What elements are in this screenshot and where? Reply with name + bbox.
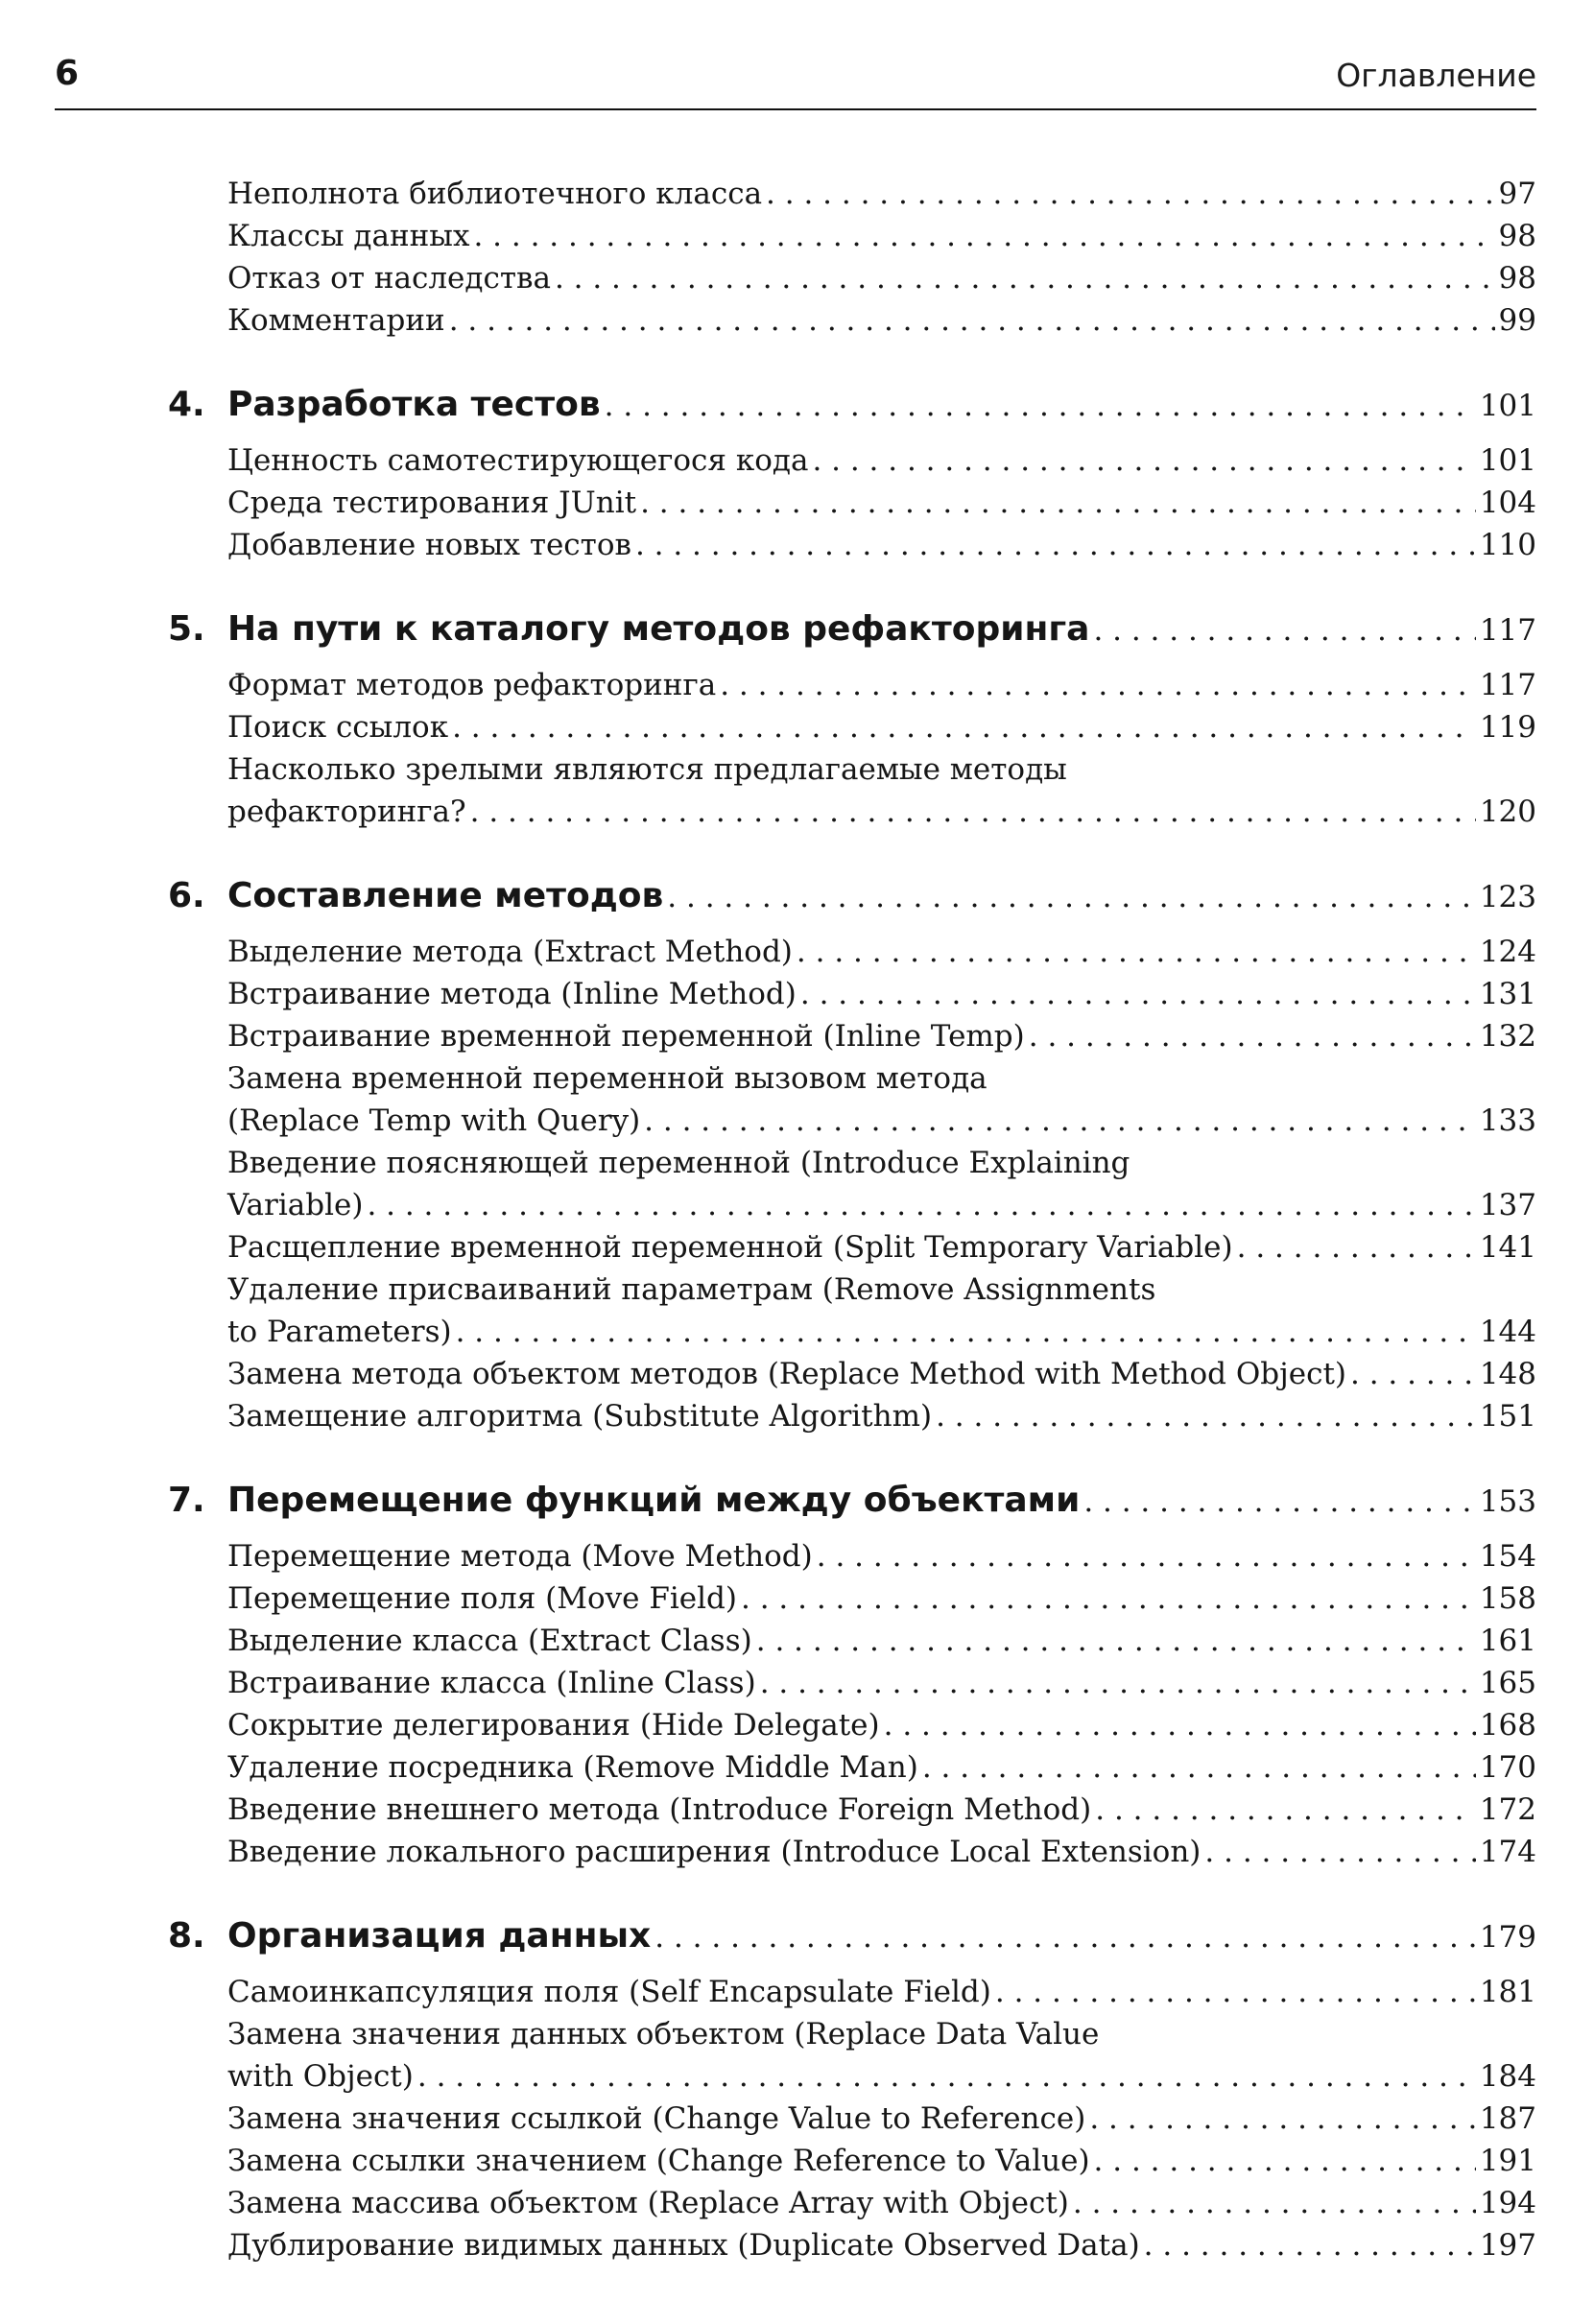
toc-entry-title: Введение локального расширения (Introduce Local Extension) [227, 1835, 1201, 1869]
toc-entry-page: 119 [1479, 710, 1536, 745]
toc-entry-title-first-line[interactable]: Удаление присваиваний параметрам (Remove Assignments [227, 1272, 1156, 1307]
toc-entry-title: рефакторинга? [227, 794, 466, 829]
toc-entry-page: 158 [1479, 1581, 1536, 1616]
chapter-heading-5[interactable] [168, 608, 1536, 651]
toc-entry[interactable] [227, 1662, 1536, 1704]
toc-entry-title: Классы данных [227, 219, 470, 253]
dot-leader [880, 1704, 1476, 1746]
toc-entry-page: 191 [1479, 2144, 1536, 2178]
toc-entry[interactable] [227, 1704, 1536, 1746]
toc-entry-title-first-line[interactable]: Замена значения данных объектом (Replace Data Value [227, 2017, 1100, 2051]
toc-entry-title: with Object) [227, 2059, 414, 2094]
dot-leader [1091, 1789, 1476, 1831]
table-of-contents [168, 173, 1536, 2266]
toc-entry-title: Замена метода объектом методов (Replace Method with Method Object) [227, 1357, 1347, 1391]
toc-entry-page: 98 [1498, 261, 1536, 296]
dot-leader [466, 791, 1476, 833]
dot-leader [1201, 1831, 1475, 1873]
toc-entry-title: Сокрытие делегирования (Hide Delegate) [227, 1708, 880, 1743]
toc-entry-title: Variable) [227, 1188, 364, 1222]
toc-entry-page: 148 [1479, 1357, 1536, 1391]
toc-entry-page: 104 [1479, 486, 1536, 520]
dot-leader [414, 2055, 1476, 2098]
dot-leader [636, 482, 1476, 524]
toc-entry-page: 117 [1479, 668, 1536, 702]
toc-entry[interactable] [227, 1311, 1536, 1353]
toc-entry-title: Замена ссылки значением (Change Reference to Value) [227, 2144, 1090, 2178]
toc-entry-page: 161 [1479, 1624, 1536, 1658]
chapter-page: 117 [1479, 613, 1536, 648]
dot-leader [991, 1971, 1476, 2013]
dot-leader [1080, 1481, 1476, 1523]
toc-entry[interactable] [227, 482, 1536, 524]
chapter-heading-4[interactable] [168, 384, 1536, 426]
dot-leader [1069, 2182, 1476, 2224]
toc-entry-title: Отказ от наследства [227, 261, 551, 296]
toc-entry-page: 110 [1479, 528, 1536, 562]
dot-leader [445, 299, 1495, 342]
toc-entry-title: Замена массива объектом (Replace Array with Object) [227, 2186, 1069, 2220]
toc-entry[interactable] [227, 1577, 1536, 1620]
toc-entry-page: 197 [1479, 2228, 1536, 2263]
dot-leader [651, 1916, 1476, 1958]
toc-entry[interactable] [227, 1226, 1536, 1269]
toc-entry-page: 133 [1479, 1103, 1536, 1138]
running-header [55, 53, 1536, 110]
toc-entry[interactable] [227, 1831, 1536, 1873]
toc-entry[interactable] [227, 257, 1536, 299]
dot-leader [469, 215, 1494, 257]
toc-entry-page: 120 [1479, 794, 1536, 829]
chapter-title: Перемещение функций между объектами [227, 1481, 1081, 1520]
toc-entry[interactable] [227, 931, 1536, 973]
toc-entry-page: 168 [1479, 1708, 1536, 1743]
dot-leader [448, 706, 1476, 748]
toc-entry[interactable] [227, 664, 1536, 706]
chapter-page: 123 [1479, 880, 1536, 914]
toc-entry-page: 97 [1498, 177, 1536, 211]
toc-entry[interactable] [227, 1535, 1536, 1577]
toc-entry-title: Удаление посредника (Remove Middle Man) [227, 1750, 918, 1785]
toc-entry-page: 194 [1479, 2186, 1536, 2220]
toc-entry-title: (Replace Temp with Query) [227, 1103, 641, 1138]
toc-entry-page: 154 [1479, 1539, 1536, 1574]
toc-entry[interactable] [227, 2055, 1536, 2098]
toc-entry-title: Перемещение поля (Move Field) [227, 1581, 737, 1616]
toc-entry-title: Добавление новых тестов [227, 528, 631, 562]
dot-leader [1233, 1226, 1476, 1269]
toc-entry-title-first-line[interactable]: Насколько зрелыми являются предлагаемые методы [227, 752, 1067, 787]
toc-entry-page: 101 [1479, 443, 1536, 478]
chapter-heading-8[interactable] [168, 1915, 1536, 1957]
toc-entry[interactable] [227, 706, 1536, 748]
chapter-number: 4. [168, 385, 205, 424]
toc-entry-page: 170 [1479, 1750, 1536, 1785]
toc-entry[interactable] [227, 2098, 1536, 2140]
toc-entry-page: 137 [1479, 1188, 1536, 1222]
toc-entry[interactable] [227, 1746, 1536, 1789]
dot-leader [640, 1100, 1476, 1142]
chapter-heading-7[interactable] [168, 1480, 1536, 1522]
toc-entry[interactable] [227, 1620, 1536, 1662]
dot-leader [808, 439, 1475, 482]
toc-entry-title: Самоинкапсуляция поля (Self Encapsulate Field) [227, 1975, 991, 2009]
toc-entry[interactable] [227, 439, 1536, 482]
chapter-page: 101 [1479, 389, 1536, 423]
toc-entry-title: Выделение метода (Extract Method) [227, 935, 793, 969]
toc-entry-page: 187 [1479, 2101, 1536, 2136]
toc-entry[interactable] [227, 1395, 1536, 1437]
toc-entry-page: 174 [1479, 1835, 1536, 1869]
toc-entry[interactable] [227, 524, 1536, 566]
dot-leader [601, 385, 1476, 427]
toc-entry-page: 181 [1479, 1975, 1536, 2009]
toc-entry-title: to Parameters) [227, 1315, 452, 1349]
toc-entry-title: Замена значения ссылкой (Change Value to Reference) [227, 2101, 1086, 2136]
toc-entry-title: Дублирование видимых данных (Duplicate Observed Data) [227, 2228, 1140, 2263]
toc-entry-title: Поиск ссылок [227, 710, 449, 745]
chapter-title: Организация данных [227, 1916, 652, 1956]
dot-leader [813, 1535, 1476, 1577]
dot-leader [752, 1620, 1476, 1662]
dot-leader [793, 931, 1476, 973]
toc-entry-title: Неполнота библиотечного класса [227, 177, 763, 211]
toc-entry[interactable] [227, 1971, 1536, 2013]
toc-entry-title: Ценность самотестирующегося кода [227, 443, 809, 478]
toc-entry-page: 99 [1498, 303, 1536, 338]
dot-leader [918, 1746, 1476, 1789]
dot-leader [1346, 1353, 1476, 1395]
chapter-number: 8. [168, 1916, 205, 1956]
toc-entry-title: Комментарии [227, 303, 445, 338]
chapter-page: 179 [1479, 1920, 1536, 1955]
toc-entry[interactable] [227, 299, 1536, 342]
page-number: 6 [55, 54, 80, 93]
toc-entry[interactable] [227, 1789, 1536, 1831]
toc-entry[interactable] [227, 2224, 1536, 2266]
running-title: Оглавление [1336, 57, 1536, 94]
toc-entry-page: 151 [1479, 1399, 1536, 1434]
toc-entry[interactable] [227, 1353, 1536, 1395]
dot-leader [663, 876, 1476, 918]
toc-entry[interactable] [227, 1015, 1536, 1057]
toc-entry[interactable] [227, 173, 1536, 215]
toc-entry[interactable] [227, 1100, 1536, 1142]
dot-leader [737, 1577, 1476, 1620]
dot-leader [1089, 609, 1475, 652]
toc-entry-title: Введение внешнего метода (Introduce Foreign Method) [227, 1792, 1092, 1827]
toc-entry-title: Перемещение метода (Move Method) [227, 1539, 813, 1574]
chapter-title: Составление методов [227, 876, 664, 915]
toc-entry-page: 131 [1479, 977, 1536, 1011]
toc-entry-page: 172 [1479, 1792, 1536, 1827]
toc-entry[interactable] [227, 2182, 1536, 2224]
dot-leader [762, 173, 1495, 215]
dot-leader [797, 973, 1476, 1015]
toc-entry-page: 98 [1498, 219, 1536, 253]
toc-entry-page: 165 [1479, 1666, 1536, 1700]
toc-entry-title: Встраивание временной переменной (Inline Temp) [227, 1019, 1025, 1054]
dot-leader [716, 664, 1476, 706]
toc-entry-title: Формат методов рефакторинга [227, 668, 717, 702]
toc-entry-title-first-line[interactable]: Введение поясняющей переменной (Introduce Explaining [227, 1146, 1130, 1180]
dot-leader [363, 1184, 1475, 1226]
chapter-page: 153 [1479, 1484, 1536, 1519]
toc-entry[interactable] [227, 973, 1536, 1015]
dot-leader [551, 257, 1495, 299]
toc-entry[interactable] [227, 2140, 1536, 2182]
toc-entry-title: Среда тестирования JUnit [227, 486, 637, 520]
toc-entry-title: Расщепление временной переменной (Split Temporary Variable) [227, 1230, 1233, 1265]
toc-entry-page: 132 [1479, 1019, 1536, 1054]
toc-entry-page: 124 [1479, 935, 1536, 969]
toc-entry-page: 184 [1479, 2059, 1536, 2094]
toc-entry-page: 141 [1479, 1230, 1536, 1265]
toc-entry-title: Выделение класса (Extract Class) [227, 1624, 752, 1658]
dot-leader [1090, 2140, 1476, 2182]
dot-leader [932, 1395, 1476, 1437]
toc-entry-title: Замещение алгоритма (Substitute Algorithm) [227, 1399, 933, 1434]
dot-leader [1085, 2098, 1476, 2140]
toc-entry-title-first-line[interactable]: Замена временной переменной вызовом метода [227, 1061, 987, 1096]
chapter-title: На пути к каталогу методов рефакторинга [227, 609, 1090, 649]
chapter-title: Разработка тестов [227, 385, 601, 424]
toc-entry-title: Встраивание класса (Inline Class) [227, 1666, 756, 1700]
dot-leader [1025, 1015, 1476, 1057]
chapter-heading-6[interactable] [168, 875, 1536, 917]
toc-entry[interactable] [227, 791, 1536, 833]
dot-leader [631, 524, 1476, 566]
dot-leader [1140, 2224, 1476, 2266]
dot-leader [452, 1311, 1476, 1353]
toc-entry[interactable] [227, 215, 1536, 257]
dot-leader [756, 1662, 1476, 1704]
toc-entry-page: 144 [1479, 1315, 1536, 1349]
chapter-number: 6. [168, 876, 205, 915]
chapter-number: 5. [168, 609, 205, 649]
chapter-number: 7. [168, 1481, 205, 1520]
toc-entry-title: Встраивание метода (Inline Method) [227, 977, 797, 1011]
toc-entry[interactable] [227, 1184, 1536, 1226]
